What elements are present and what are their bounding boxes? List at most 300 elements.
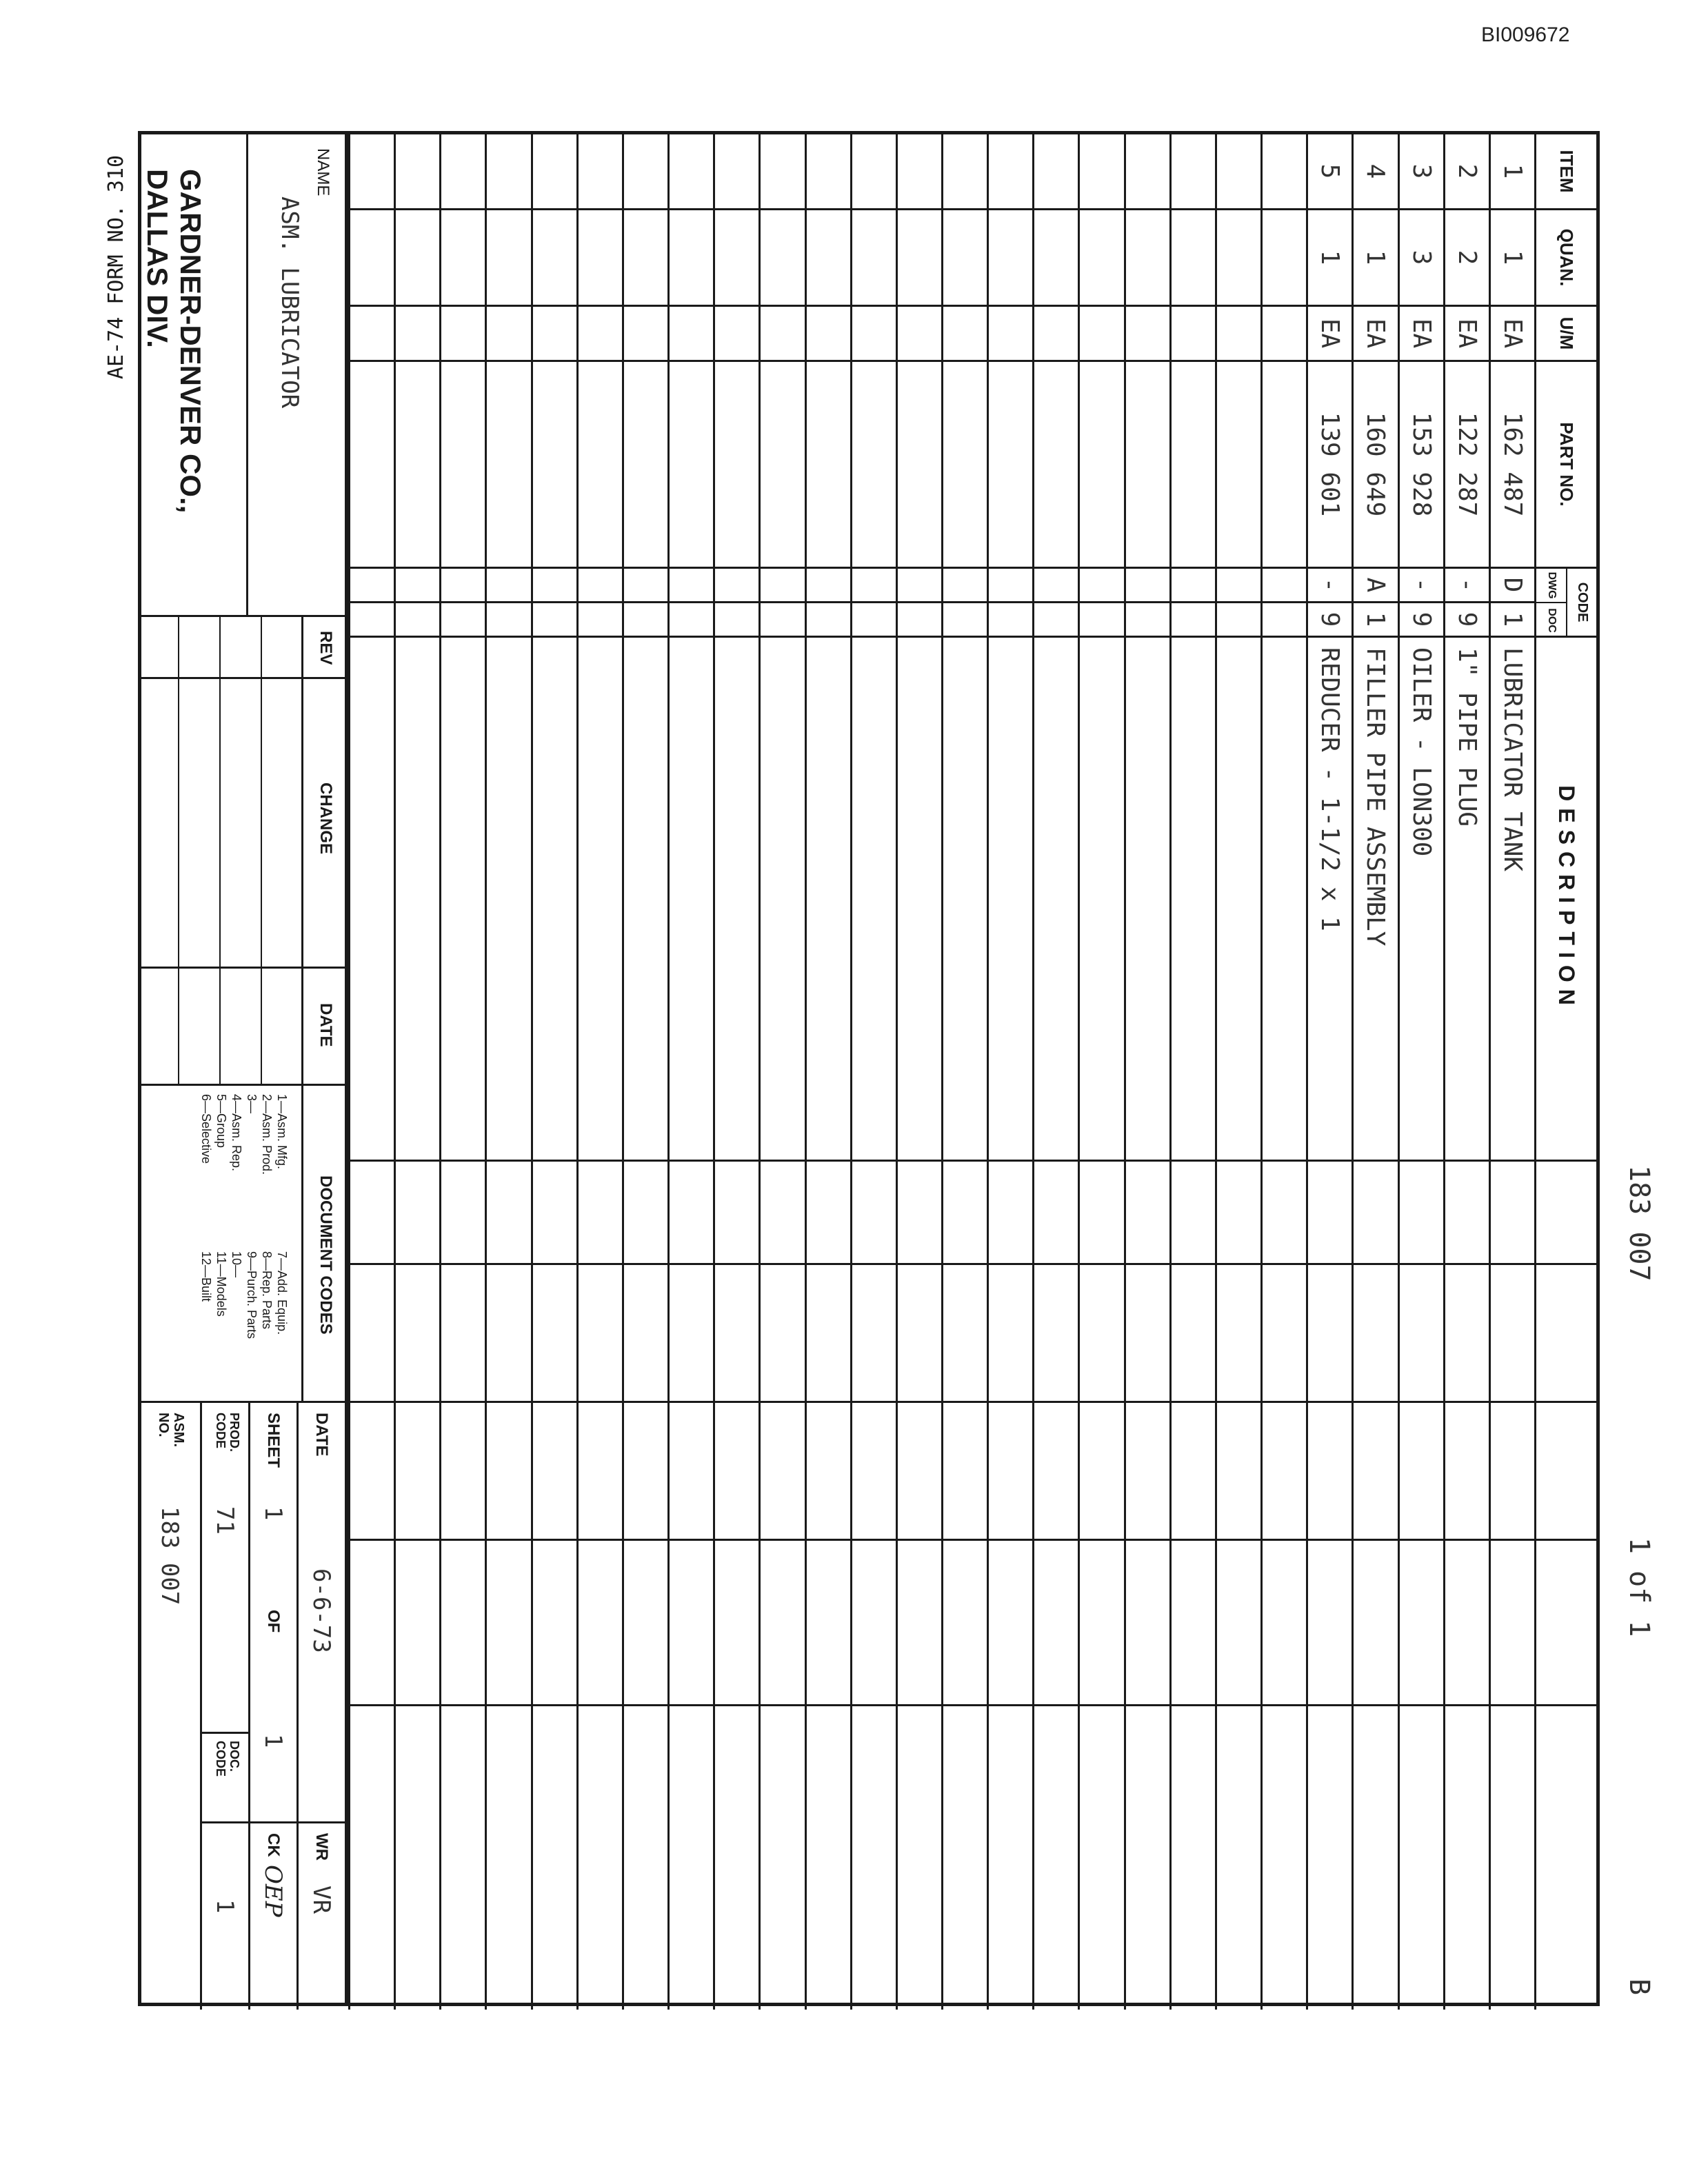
cell-doc — [715, 603, 758, 638]
cell-quan — [989, 210, 1032, 307]
cell-doc — [1172, 603, 1215, 638]
cell-item — [579, 134, 622, 210]
cell-dwg — [624, 569, 667, 603]
cell-blank — [715, 1706, 758, 2010]
cell-blank — [579, 1403, 622, 1541]
cell-blank — [1263, 1403, 1306, 1541]
cell-blank — [1308, 1706, 1352, 2010]
cell-dwg: - — [1308, 569, 1352, 603]
cell-desc — [761, 638, 804, 1162]
cell-item — [1217, 134, 1260, 210]
sheet-box — [248, 1403, 297, 1823]
cell-blank — [624, 1706, 667, 2010]
cell-doc: 9 — [1445, 603, 1489, 638]
name-label: NAME — [314, 148, 332, 196]
cell-blank — [1080, 1403, 1123, 1541]
empty-row — [348, 134, 394, 2010]
cell-um — [1217, 307, 1260, 362]
ck-label: CK — [264, 1833, 283, 1857]
cell-part — [898, 362, 941, 569]
cell-part: 139 601 — [1308, 362, 1352, 569]
cell-desc — [624, 638, 667, 1162]
cell-blank — [441, 1265, 485, 1403]
cell-dwg — [715, 569, 758, 603]
header-assembly-ref: 183 007 — [1623, 1165, 1655, 1282]
cell-desc — [1034, 638, 1078, 1162]
cell-dwg — [1126, 569, 1169, 603]
cell-blank — [1263, 1265, 1306, 1403]
cell-blank — [1172, 1706, 1215, 2010]
cell-um — [1172, 307, 1215, 362]
cell-blank — [1354, 1265, 1397, 1403]
cell-um — [898, 307, 941, 362]
date-value: 6-6-73 — [308, 1568, 335, 1653]
cell-part — [1217, 362, 1260, 569]
cell-quan — [1126, 210, 1169, 307]
cell-dwg — [1034, 569, 1078, 603]
cell-dwg: - — [1445, 569, 1489, 603]
document-codes-left — [199, 1094, 290, 1175]
cell-blank — [852, 1265, 896, 1403]
cell-item — [350, 134, 394, 210]
asm-no-value: 183 007 — [156, 1506, 183, 1606]
cell-um — [350, 307, 394, 362]
cell-blank — [943, 1162, 987, 1265]
cell-doc — [350, 603, 394, 638]
empty-row — [1169, 134, 1215, 2010]
cell-quan — [396, 210, 439, 307]
cell-blank — [579, 1162, 622, 1265]
doc-code-label-box — [200, 1734, 248, 1823]
cell-part — [1126, 362, 1169, 569]
cell-quan — [1034, 210, 1078, 307]
document-codes-right — [199, 1251, 290, 1339]
cell-part — [350, 362, 394, 569]
cell-um — [1263, 307, 1306, 362]
cell-doc: 9 — [1400, 603, 1443, 638]
cell-dwg — [487, 569, 530, 603]
cell-item — [624, 134, 667, 210]
cell-blank — [761, 1162, 804, 1265]
change-row-line-1 — [261, 617, 262, 1086]
cell-blank — [1263, 1162, 1306, 1265]
empty-row — [941, 134, 987, 2010]
cell-part — [441, 362, 485, 569]
code-1: 1—Asm. Mfg. — [275, 1094, 289, 1170]
cell-desc — [943, 638, 987, 1162]
cell-dwg — [350, 569, 394, 603]
document-codes-label: DOCUMENT CODES — [316, 1175, 335, 1335]
cell-dwg — [670, 569, 713, 603]
cell-blank — [1445, 1403, 1489, 1541]
cell-blank — [350, 1706, 394, 2010]
cell-blank — [1308, 1162, 1352, 1265]
cell-doc — [1126, 603, 1169, 638]
cell-desc — [989, 638, 1032, 1162]
cell-dwg: D — [1491, 569, 1534, 603]
empty-row — [850, 134, 896, 2010]
cell-blank — [1308, 1265, 1352, 1403]
header-row — [1534, 134, 1596, 2010]
empty-row — [805, 134, 850, 2010]
col-header-doc: DOC — [1545, 608, 1558, 633]
asm-no-label: ASM. NO. — [156, 1413, 186, 1447]
cell-dwg — [1080, 569, 1123, 603]
cell-um — [1080, 307, 1123, 362]
name-box — [138, 134, 345, 617]
cell-um — [943, 307, 987, 362]
cell-quan — [487, 210, 530, 307]
cell-desc — [898, 638, 941, 1162]
col-header-blank-5 — [1536, 1706, 1596, 2010]
cell-blank — [1491, 1162, 1534, 1265]
prod-code-box — [200, 1403, 248, 1734]
doc-code-value-box — [200, 1823, 248, 2010]
cell-part — [943, 362, 987, 569]
empty-row — [485, 134, 530, 2010]
cell-blank — [533, 1706, 576, 2010]
cell-desc: REDUCER - 1-1/2 x 1 — [1308, 638, 1352, 1162]
cell-part — [487, 362, 530, 569]
cell-blank — [943, 1541, 987, 1706]
cell-um — [807, 307, 850, 362]
cell-blank — [807, 1403, 850, 1541]
cell-quan — [1172, 210, 1215, 307]
cell-blank — [1308, 1541, 1352, 1706]
cell-blank — [943, 1265, 987, 1403]
cell-blank — [761, 1706, 804, 2010]
cell-doc: 9 — [1308, 603, 1352, 638]
code-2: 2—Asm. Prod. — [260, 1094, 274, 1175]
cell-part — [807, 362, 850, 569]
cell-quan: 1 — [1354, 210, 1397, 307]
cell-blank — [943, 1706, 987, 2010]
cell-blank — [807, 1265, 850, 1403]
cell-blank — [1126, 1265, 1169, 1403]
cell-blank — [441, 1541, 485, 1706]
wr-value: VR — [308, 1885, 335, 1914]
cell-blank — [1400, 1706, 1443, 2010]
wr-label: WR — [312, 1833, 331, 1861]
col-header-item: ITEM — [1536, 134, 1596, 210]
cell-um — [989, 307, 1032, 362]
doc-code-label: DOC. CODE — [214, 1741, 241, 1777]
cell-blank — [807, 1541, 850, 1706]
cell-doc — [396, 603, 439, 638]
cell-desc — [350, 638, 394, 1162]
code-4: 4—Asm. Rep. — [230, 1094, 243, 1172]
cell-item — [396, 134, 439, 210]
cell-part — [1034, 362, 1078, 569]
cell-part: 162 487 — [1491, 362, 1534, 569]
cell-blank — [852, 1706, 896, 2010]
cell-um — [715, 307, 758, 362]
document-codes-divider — [301, 1086, 303, 1403]
cell-item — [670, 134, 713, 210]
cell-dwg — [1172, 569, 1215, 603]
cell-um — [670, 307, 713, 362]
change-date-column — [138, 969, 345, 1086]
cell-dwg — [441, 569, 485, 603]
cell-part: 160 649 — [1354, 362, 1397, 569]
cell-quan — [761, 210, 804, 307]
cell-um: EA — [1445, 307, 1489, 362]
cell-doc: 1 — [1354, 603, 1397, 638]
wr-box — [297, 1823, 345, 2010]
change-header-line — [301, 617, 303, 1086]
company-name: GARDNER-DENVER CO., DALLAS DIV. — [141, 169, 207, 514]
cell-part — [1172, 362, 1215, 569]
cell-blank — [1126, 1403, 1169, 1541]
cell-desc — [670, 638, 713, 1162]
cell-blank — [1172, 1541, 1215, 1706]
cell-doc: 1 — [1491, 603, 1534, 638]
cell-dwg — [1217, 569, 1260, 603]
cell-part — [989, 362, 1032, 569]
table-row — [1306, 134, 1352, 2010]
cell-desc — [1217, 638, 1260, 1162]
cell-blank — [1126, 1706, 1169, 2010]
cell-doc — [761, 603, 804, 638]
cell-part: 153 928 — [1400, 362, 1443, 569]
cell-blank — [989, 1541, 1032, 1706]
cell-item — [533, 134, 576, 210]
cell-blank — [898, 1541, 941, 1706]
cell-blank — [715, 1541, 758, 1706]
cell-dwg — [898, 569, 941, 603]
empty-row — [987, 134, 1032, 2010]
cell-blank — [396, 1403, 439, 1541]
cell-dwg — [807, 569, 850, 603]
cell-blank — [1445, 1162, 1489, 1265]
title-block — [138, 131, 345, 2006]
cell-quan: 1 — [1308, 210, 1352, 307]
cell-quan — [579, 210, 622, 307]
cell-item — [487, 134, 530, 210]
cell-blank — [898, 1265, 941, 1403]
cell-blank — [1354, 1162, 1397, 1265]
cell-blank — [807, 1706, 850, 2010]
of-value: 1 — [259, 1734, 287, 1748]
cell-um — [1126, 307, 1169, 362]
code-11: 11—Models — [214, 1251, 228, 1317]
cell-doc — [852, 603, 896, 638]
change-label: CHANGE — [316, 782, 335, 855]
cell-item — [715, 134, 758, 210]
cell-blank — [350, 1541, 394, 1706]
cell-blank — [670, 1265, 713, 1403]
cell-blank — [1445, 1541, 1489, 1706]
cell-blank — [1217, 1541, 1260, 1706]
cell-doc — [441, 603, 485, 638]
cell-item — [989, 134, 1032, 210]
cell-blank — [1354, 1403, 1397, 1541]
empty-row — [1260, 134, 1306, 2010]
cell-blank — [441, 1162, 485, 1265]
cell-doc — [1034, 603, 1078, 638]
change-date-label: DATE — [316, 1003, 335, 1047]
cell-blank — [1080, 1541, 1123, 1706]
cell-quan — [715, 210, 758, 307]
cell-blank — [1034, 1162, 1078, 1265]
header-sheet-ref: 1 of 1 — [1623, 1537, 1655, 1637]
cell-blank — [1126, 1541, 1169, 1706]
cell-um: EA — [1308, 307, 1352, 362]
empty-row — [758, 134, 804, 2010]
cell-desc — [1172, 638, 1215, 1162]
cell-doc — [807, 603, 850, 638]
cell-um — [624, 307, 667, 362]
change-row-line-3 — [178, 617, 179, 1086]
cell-blank — [1263, 1541, 1306, 1706]
parts-list-form — [104, 131, 1655, 2006]
cell-blank — [989, 1162, 1032, 1265]
cell-um: EA — [1400, 307, 1443, 362]
cell-blank — [1400, 1162, 1443, 1265]
cell-blank — [1354, 1541, 1397, 1706]
cell-doc — [579, 603, 622, 638]
cell-blank — [852, 1541, 896, 1706]
cell-dwg: A — [1354, 569, 1397, 603]
col-header-code: CODE — [1567, 569, 1597, 636]
document-id: BI009672 — [1481, 23, 1570, 46]
cell-item: 2 — [1445, 134, 1489, 210]
cell-desc — [1080, 638, 1123, 1162]
cell-blank — [1400, 1541, 1443, 1706]
cell-um — [579, 307, 622, 362]
cell-quan: 3 — [1400, 210, 1443, 307]
cell-blank — [1263, 1706, 1306, 2010]
header-revision-letter: B — [1623, 1979, 1655, 1996]
rev-label: REV — [316, 631, 335, 665]
cell-um — [852, 307, 896, 362]
cell-quan — [943, 210, 987, 307]
cell-blank — [1034, 1706, 1078, 2010]
cell-um — [1034, 307, 1078, 362]
empty-row — [394, 134, 439, 2010]
col-header-dwg: DWG — [1536, 569, 1567, 603]
parts-grid — [345, 131, 1600, 2006]
empty-row — [1215, 134, 1260, 2010]
empty-row — [1032, 134, 1078, 2010]
table-row — [1489, 134, 1534, 2010]
cell-part — [533, 362, 576, 569]
cell-doc — [1263, 603, 1306, 638]
cell-doc — [533, 603, 576, 638]
cell-dwg — [533, 569, 576, 603]
cell-desc: LUBRICATOR TANK — [1491, 638, 1534, 1162]
cell-item: 1 — [1491, 134, 1534, 210]
cell-blank — [1217, 1265, 1260, 1403]
cell-blank — [396, 1706, 439, 2010]
sheet-label: SHEET — [264, 1413, 283, 1468]
cell-desc — [1263, 638, 1306, 1162]
cell-blank — [487, 1541, 530, 1706]
cell-doc — [898, 603, 941, 638]
cell-blank — [579, 1541, 622, 1706]
cell-blank — [1034, 1265, 1078, 1403]
empty-row — [667, 134, 713, 2010]
cell-part — [761, 362, 804, 569]
cell-blank — [533, 1541, 576, 1706]
cell-doc — [1080, 603, 1123, 638]
code-5: 5—Group — [214, 1094, 228, 1149]
cell-item — [852, 134, 896, 210]
cell-blank — [1445, 1706, 1489, 2010]
of-label: OF — [264, 1610, 283, 1633]
cell-blank — [579, 1265, 622, 1403]
cell-dwg — [579, 569, 622, 603]
empty-row — [576, 134, 622, 2010]
cell-quan — [441, 210, 485, 307]
cell-item — [761, 134, 804, 210]
code-7: 7—Add. Equip. — [275, 1251, 289, 1335]
cell-blank — [487, 1265, 530, 1403]
cell-part — [1263, 362, 1306, 569]
cell-quan — [898, 210, 941, 307]
cell-doc — [624, 603, 667, 638]
prod-code-label: PROD. CODE — [214, 1413, 241, 1453]
cell-blank — [1491, 1265, 1534, 1403]
cell-blank — [624, 1265, 667, 1403]
empty-row — [531, 134, 576, 2010]
cell-quan — [624, 210, 667, 307]
cell-blank — [1172, 1265, 1215, 1403]
cell-blank — [1034, 1403, 1078, 1541]
cell-desc: 1" PIPE PLUG — [1445, 638, 1489, 1162]
cell-blank — [1308, 1403, 1352, 1541]
cell-quan — [1263, 210, 1306, 307]
cell-dwg — [761, 569, 804, 603]
name-divider — [246, 134, 248, 617]
cell-blank — [1172, 1162, 1215, 1265]
empty-row — [713, 134, 758, 2010]
cell-um — [441, 307, 485, 362]
cell-blank — [943, 1403, 987, 1541]
cell-blank — [898, 1162, 941, 1265]
cell-part — [852, 362, 896, 569]
sheet-value: 1 — [259, 1506, 287, 1521]
cell-dwg — [1263, 569, 1306, 603]
cell-blank — [761, 1403, 804, 1541]
cell-item — [898, 134, 941, 210]
cell-blank — [761, 1541, 804, 1706]
cell-blank — [852, 1162, 896, 1265]
cell-blank — [1491, 1706, 1534, 2010]
code-6: 6—Selective — [199, 1094, 213, 1164]
cell-blank — [350, 1162, 394, 1265]
cell-item — [441, 134, 485, 210]
rev-column — [138, 617, 345, 679]
empty-row — [439, 134, 485, 2010]
cell-item — [1080, 134, 1123, 210]
cell-blank — [624, 1541, 667, 1706]
col-header-unit: U/M — [1536, 307, 1596, 362]
change-column — [138, 679, 345, 969]
table-row — [1443, 134, 1489, 2010]
cell-item: 4 — [1354, 134, 1397, 210]
table-row — [1352, 134, 1397, 2010]
cell-blank — [1400, 1265, 1443, 1403]
cell-blank — [350, 1265, 394, 1403]
empty-row — [896, 134, 941, 2010]
cell-um: EA — [1491, 307, 1534, 362]
empty-row — [1078, 134, 1123, 2010]
cell-um — [761, 307, 804, 362]
cell-blank — [715, 1162, 758, 1265]
cell-blank — [624, 1162, 667, 1265]
cell-item — [807, 134, 850, 210]
